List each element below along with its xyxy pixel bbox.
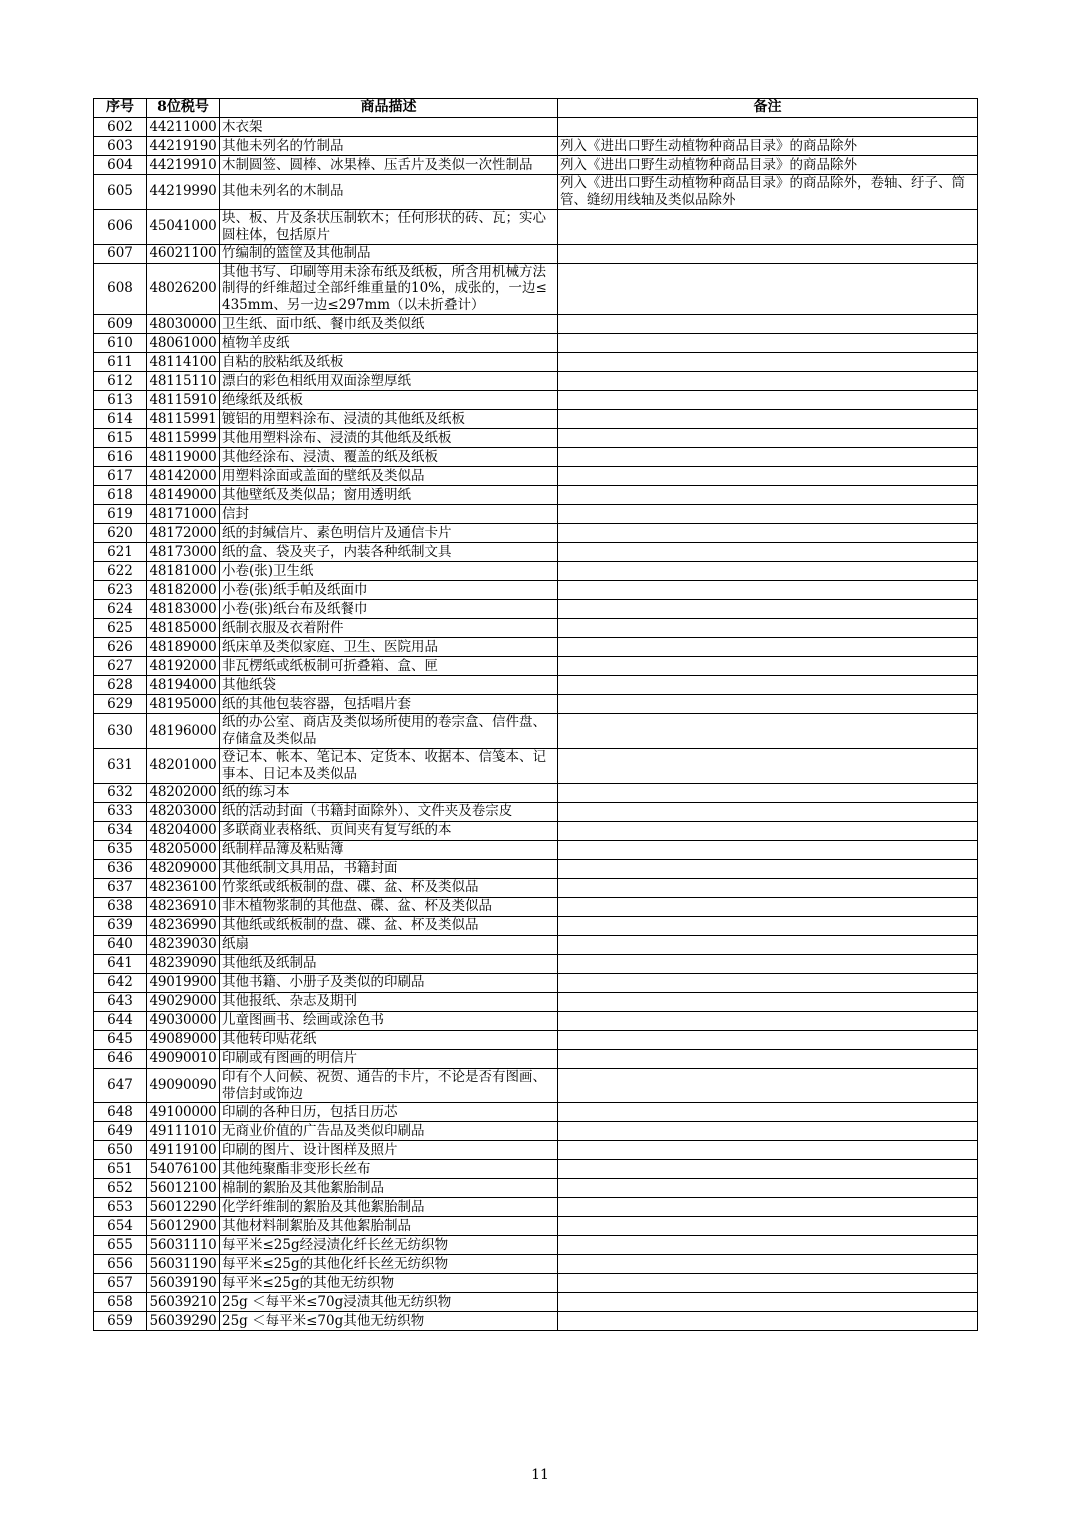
description-cell: 化学纤维制的絮胎及其他絮胎制品 (220, 1198, 558, 1217)
seq-cell: 631 (94, 748, 147, 783)
tax-code-cell: 48115910 (147, 391, 220, 410)
description-cell: 纸床单及类似家庭、卫生、医院用品 (220, 638, 558, 657)
table-row (94, 1141, 978, 1160)
seq-cell: 657 (94, 1274, 147, 1293)
table-row (94, 244, 978, 263)
remarks-cell (558, 916, 978, 935)
tax-code-cell: 48114100 (147, 353, 220, 372)
tax-code-cell: 56012290 (147, 1198, 220, 1217)
description-cell: 其他纸制文具用品，书籍封面 (220, 859, 558, 878)
remarks-cell (558, 543, 978, 562)
table-row (94, 878, 978, 897)
seq-cell: 625 (94, 619, 147, 638)
seq-cell: 602 (94, 118, 147, 137)
seq-cell: 614 (94, 410, 147, 429)
description-cell: 其他纸袋 (220, 676, 558, 695)
description-cell: 纸的盒、袋及夹子，内装各种纸制文具 (220, 543, 558, 562)
remarks-cell (558, 935, 978, 954)
description-cell: 植物羊皮纸 (220, 334, 558, 353)
description-cell: 其他未列名的竹制品 (220, 137, 558, 156)
remarks-cell (558, 840, 978, 859)
seq-cell: 642 (94, 973, 147, 992)
seq-cell: 630 (94, 714, 147, 749)
remarks-cell (558, 1103, 978, 1122)
tax-code-cell: 48201000 (147, 748, 220, 783)
remarks-cell (558, 992, 978, 1011)
remarks-cell (558, 1236, 978, 1255)
seq-cell: 627 (94, 657, 147, 676)
tax-code-cell: 56012900 (147, 1217, 220, 1236)
description-cell: 其他纯聚酯非变形长丝布 (220, 1160, 558, 1179)
tax-code-cell: 49090010 (147, 1049, 220, 1068)
table-row (94, 954, 978, 973)
remarks-cell (558, 1141, 978, 1160)
description-cell: 信封 (220, 505, 558, 524)
tax-code-cell: 49100000 (147, 1103, 220, 1122)
table-row (94, 1068, 978, 1103)
table-row (94, 448, 978, 467)
table-row (94, 859, 978, 878)
tax-code-cell: 54076100 (147, 1160, 220, 1179)
tax-code-cell: 48183000 (147, 600, 220, 619)
seq-cell: 643 (94, 992, 147, 1011)
remarks-cell (558, 372, 978, 391)
description-cell: 每平米≤25g的其他无纺织物 (220, 1274, 558, 1293)
tax-code-cell: 48203000 (147, 802, 220, 821)
table-row (94, 209, 978, 244)
seq-cell: 637 (94, 878, 147, 897)
tax-code-cell: 48026200 (147, 263, 220, 315)
table-row (94, 486, 978, 505)
tax-code-cell: 48194000 (147, 676, 220, 695)
seq-cell: 636 (94, 859, 147, 878)
seq-cell: 632 (94, 783, 147, 802)
table-row (94, 973, 978, 992)
seq-cell: 618 (94, 486, 147, 505)
seq-cell: 652 (94, 1179, 147, 1198)
remarks-cell (558, 524, 978, 543)
remarks-cell (558, 657, 978, 676)
table-row (94, 802, 978, 821)
table-row (94, 1236, 978, 1255)
page-number: 11 (531, 1467, 549, 1483)
description-cell: 纸的其他包装容器，包括唱片套 (220, 695, 558, 714)
tax-code-cell: 48239030 (147, 935, 220, 954)
seq-cell: 654 (94, 1217, 147, 1236)
tax-code-cell: 48196000 (147, 714, 220, 749)
table-row (94, 137, 978, 156)
tax-code-cell: 48115991 (147, 410, 220, 429)
description-cell: 小卷(张)纸台布及纸餐巾 (220, 600, 558, 619)
table-row (94, 175, 978, 210)
tariff-table (93, 98, 978, 1331)
tax-code-cell: 45041000 (147, 209, 220, 244)
remarks-cell (558, 821, 978, 840)
remarks-cell: 列入《进出口野生动植物种商品目录》的商品除外 (558, 137, 978, 156)
tax-code-cell: 44219910 (147, 156, 220, 175)
description-cell: 块、板、片及条状压制软木；任何形状的砖、瓦；实心圆柱体，包括原片 (220, 209, 558, 244)
remarks-cell (558, 581, 978, 600)
table-row (94, 562, 978, 581)
remarks-cell (558, 802, 978, 821)
seq-cell: 649 (94, 1122, 147, 1141)
tax-code-cell: 44219990 (147, 175, 220, 210)
description-cell: 卫生纸、面巾纸、餐巾纸及类似纸 (220, 315, 558, 334)
remarks-cell (558, 619, 978, 638)
tax-code-cell: 56039290 (147, 1312, 220, 1331)
description-cell: 无商业价值的广告品及类似印刷品 (220, 1122, 558, 1141)
description-cell: 小卷(张)纸手帕及纸面巾 (220, 581, 558, 600)
header-tax-code: 8位税号 (147, 99, 220, 118)
description-cell: 纸制衣服及衣着附件 (220, 619, 558, 638)
remarks-cell (558, 448, 978, 467)
description-cell: 其他书籍、小册子及类似的印刷品 (220, 973, 558, 992)
tax-code-cell: 49119100 (147, 1141, 220, 1160)
description-cell: 多联商业表格纸、页间夹有复写纸的本 (220, 821, 558, 840)
tax-code-cell: 48149000 (147, 486, 220, 505)
table-row (94, 334, 978, 353)
description-cell: 每平米≤25g经浸渍化纤长丝无纺织物 (220, 1236, 558, 1255)
seq-cell: 608 (94, 263, 147, 315)
table-row (94, 748, 978, 783)
remarks-cell (558, 1068, 978, 1103)
remarks-cell (558, 1049, 978, 1068)
tax-code-cell: 56031110 (147, 1236, 220, 1255)
remarks-cell (558, 748, 978, 783)
description-cell: 非木植物浆制的其他盘、碟、盆、杯及类似品 (220, 897, 558, 916)
table-row (94, 156, 978, 175)
remarks-cell (558, 1198, 978, 1217)
remarks-cell (558, 1312, 978, 1331)
description-cell: 镀铝的用塑料涂布、浸渍的其他纸及纸板 (220, 410, 558, 429)
table-row (94, 1179, 978, 1198)
description-cell: 登记本、帐本、笔记本、定货本、收据本、信笺本、记事本、日记本及类似品 (220, 748, 558, 783)
table-row (94, 410, 978, 429)
remarks-cell (558, 1160, 978, 1179)
table-row (94, 1030, 978, 1049)
description-cell: 印有个人问候、祝贺、通告的卡片，不论是否有图画、带信封或饰边 (220, 1068, 558, 1103)
description-cell: 其他经涂布、浸渍、覆盖的纸及纸板 (220, 448, 558, 467)
description-cell: 印刷的图片、设计图样及照片 (220, 1141, 558, 1160)
table-row (94, 1312, 978, 1331)
seq-cell: 651 (94, 1160, 147, 1179)
table-row (94, 1103, 978, 1122)
seq-cell: 603 (94, 137, 147, 156)
seq-cell: 624 (94, 600, 147, 619)
tax-code-cell: 48204000 (147, 821, 220, 840)
description-cell: 竹编制的篮筐及其他制品 (220, 244, 558, 263)
remarks-cell (558, 486, 978, 505)
tax-code-cell: 48030000 (147, 315, 220, 334)
seq-cell: 638 (94, 897, 147, 916)
table-row (94, 676, 978, 695)
remarks-cell (558, 714, 978, 749)
seq-cell: 626 (94, 638, 147, 657)
remarks-cell (558, 410, 978, 429)
seq-cell: 653 (94, 1198, 147, 1217)
table-row (94, 524, 978, 543)
remarks-cell (558, 638, 978, 657)
remarks-cell (558, 467, 978, 486)
table-row (94, 619, 978, 638)
header-description: 商品描述 (220, 99, 558, 118)
seq-cell: 612 (94, 372, 147, 391)
tax-code-cell: 49090090 (147, 1068, 220, 1103)
description-cell: 儿童图画书、绘画或涂色书 (220, 1011, 558, 1030)
table-row (94, 1011, 978, 1030)
table-row (94, 695, 978, 714)
remarks-cell (558, 676, 978, 695)
table-row (94, 581, 978, 600)
description-cell: 纸制样品簿及粘贴簿 (220, 840, 558, 859)
seq-cell: 655 (94, 1236, 147, 1255)
table-row (94, 1217, 978, 1236)
seq-cell: 659 (94, 1312, 147, 1331)
table-row (94, 429, 978, 448)
description-cell: 棉制的絮胎及其他絮胎制品 (220, 1179, 558, 1198)
seq-cell: 609 (94, 315, 147, 334)
remarks-cell: 列入《进出口野生动植物种商品目录》的商品除外 (558, 156, 978, 175)
header-remarks: 备注 (558, 99, 978, 118)
remarks-cell (558, 859, 978, 878)
table-row (94, 1255, 978, 1274)
seq-cell: 640 (94, 935, 147, 954)
table-row (94, 467, 978, 486)
remarks-cell (558, 973, 978, 992)
seq-cell: 647 (94, 1068, 147, 1103)
table-row (94, 714, 978, 749)
remarks-cell (558, 600, 978, 619)
description-cell: 25g ＜每平米≤70g其他无纺织物 (220, 1312, 558, 1331)
seq-cell: 622 (94, 562, 147, 581)
seq-cell: 607 (94, 244, 147, 263)
seq-cell: 629 (94, 695, 147, 714)
seq-cell: 634 (94, 821, 147, 840)
tax-code-cell: 48236100 (147, 878, 220, 897)
seq-cell: 641 (94, 954, 147, 973)
tax-code-cell: 48172000 (147, 524, 220, 543)
table-row (94, 315, 978, 334)
remarks-cell (558, 1255, 978, 1274)
description-cell: 其他纸及纸制品 (220, 954, 558, 973)
remarks-cell (558, 954, 978, 973)
description-cell: 印刷的各种日历，包括日历芯 (220, 1103, 558, 1122)
table-row (94, 992, 978, 1011)
description-cell: 其他书写、印刷等用未涂布纸及纸板，所含用机械方法制得的纤维超过全部纤维重量的10%，成张的，一边≤435mm、另一边≤297mm（以未折叠计） (220, 263, 558, 315)
tax-code-cell: 48181000 (147, 562, 220, 581)
seq-cell: 635 (94, 840, 147, 859)
table-row (94, 1274, 978, 1293)
remarks-cell (558, 315, 978, 334)
table-row (94, 263, 978, 315)
seq-cell: 650 (94, 1141, 147, 1160)
seq-cell: 658 (94, 1293, 147, 1312)
description-cell: 其他壁纸及类似品；窗用透明纸 (220, 486, 558, 505)
table-row (94, 935, 978, 954)
description-cell: 25g ＜每平米≤70g浸渍其他无纺织物 (220, 1293, 558, 1312)
remarks-cell (558, 244, 978, 263)
description-cell: 纸的练习本 (220, 783, 558, 802)
table-row (94, 1122, 978, 1141)
remarks-cell (558, 353, 978, 372)
table-header-row (94, 99, 978, 118)
table-row (94, 897, 978, 916)
tax-code-cell: 44219190 (147, 137, 220, 156)
table-row (94, 600, 978, 619)
remarks-cell (558, 118, 978, 137)
table-row (94, 1160, 978, 1179)
table-row (94, 1293, 978, 1312)
remarks-cell (558, 391, 978, 410)
table-row (94, 353, 978, 372)
tax-code-cell: 49030000 (147, 1011, 220, 1030)
description-cell: 绝缘纸及纸板 (220, 391, 558, 410)
table-row (94, 505, 978, 524)
description-cell: 其他纸或纸板制的盘、碟、盆、杯及类似品 (220, 916, 558, 935)
description-cell: 漂白的彩色相纸用双面涂塑厚纸 (220, 372, 558, 391)
tax-code-cell: 48173000 (147, 543, 220, 562)
tax-code-cell: 56039190 (147, 1274, 220, 1293)
table-row (94, 391, 978, 410)
tax-code-cell: 48185000 (147, 619, 220, 638)
table-row (94, 543, 978, 562)
tax-code-cell: 49019900 (147, 973, 220, 992)
tax-code-cell: 49089000 (147, 1030, 220, 1049)
tax-code-cell: 48142000 (147, 467, 220, 486)
description-cell: 竹浆纸或纸板制的盘、碟、盆、杯及类似品 (220, 878, 558, 897)
description-cell: 其他转印贴花纸 (220, 1030, 558, 1049)
seq-cell: 656 (94, 1255, 147, 1274)
tax-code-cell: 46021100 (147, 244, 220, 263)
tax-code-cell: 48115999 (147, 429, 220, 448)
seq-cell: 605 (94, 175, 147, 210)
table-row (94, 783, 978, 802)
remarks-cell: 列入《进出口野生动植物种商品目录》的商品除外，卷轴、纡子、筒管、缝纫用线轴及类似品除外 (558, 175, 978, 210)
seq-cell: 610 (94, 334, 147, 353)
remarks-cell (558, 562, 978, 581)
table-row (94, 916, 978, 935)
remarks-cell (558, 897, 978, 916)
table-row (94, 840, 978, 859)
tax-code-cell: 56012100 (147, 1179, 220, 1198)
remarks-cell (558, 429, 978, 448)
tax-code-cell: 56031190 (147, 1255, 220, 1274)
table-row (94, 1049, 978, 1068)
description-cell: 小卷(张)卫生纸 (220, 562, 558, 581)
seq-cell: 648 (94, 1103, 147, 1122)
remarks-cell (558, 1179, 978, 1198)
tax-code-cell: 49029000 (147, 992, 220, 1011)
seq-cell: 606 (94, 209, 147, 244)
description-cell: 纸的活动封面（书籍封面除外）、文件夹及卷宗皮 (220, 802, 558, 821)
tax-code-cell: 48195000 (147, 695, 220, 714)
remarks-cell (558, 783, 978, 802)
tax-code-cell: 48236990 (147, 916, 220, 935)
seq-cell: 613 (94, 391, 147, 410)
seq-cell: 628 (94, 676, 147, 695)
seq-cell: 620 (94, 524, 147, 543)
remarks-cell (558, 878, 978, 897)
remarks-cell (558, 1011, 978, 1030)
tax-code-cell: 48182000 (147, 581, 220, 600)
tax-code-cell: 44211000 (147, 118, 220, 137)
table-row (94, 372, 978, 391)
table-row (94, 821, 978, 840)
tax-code-cell: 48239090 (147, 954, 220, 973)
tax-code-cell: 48119000 (147, 448, 220, 467)
description-cell: 木衣架 (220, 118, 558, 137)
seq-cell: 639 (94, 916, 147, 935)
seq-cell: 644 (94, 1011, 147, 1030)
remarks-cell (558, 263, 978, 315)
description-cell: 木制圆签、圆棒、冰果棒、压舌片及类似一次性制品 (220, 156, 558, 175)
tax-code-cell: 48209000 (147, 859, 220, 878)
tax-code-cell: 48171000 (147, 505, 220, 524)
tax-code-cell: 56039210 (147, 1293, 220, 1312)
description-cell: 其他用塑料涂布、浸渍的其他纸及纸板 (220, 429, 558, 448)
seq-cell: 604 (94, 156, 147, 175)
seq-cell: 633 (94, 802, 147, 821)
remarks-cell (558, 209, 978, 244)
tax-code-cell: 48189000 (147, 638, 220, 657)
remarks-cell (558, 334, 978, 353)
seq-cell: 645 (94, 1030, 147, 1049)
tax-code-cell: 48236910 (147, 897, 220, 916)
table-row (94, 638, 978, 657)
description-cell: 用塑料涂面或盖面的壁纸及类似品 (220, 467, 558, 486)
seq-cell: 611 (94, 353, 147, 372)
tax-code-cell: 48061000 (147, 334, 220, 353)
seq-cell: 616 (94, 448, 147, 467)
description-cell: 纸的封缄信片、素色明信片及通信卡片 (220, 524, 558, 543)
header-seq: 序号 (94, 99, 147, 118)
remarks-cell (558, 1030, 978, 1049)
description-cell: 自粘的胶粘纸及纸板 (220, 353, 558, 372)
remarks-cell (558, 695, 978, 714)
seq-cell: 619 (94, 505, 147, 524)
table-row (94, 118, 978, 137)
description-cell: 印刷或有图画的明信片 (220, 1049, 558, 1068)
seq-cell: 617 (94, 467, 147, 486)
table-row (94, 657, 978, 676)
description-cell: 其他材料制絮胎及其他絮胎制品 (220, 1217, 558, 1236)
tax-code-cell: 48205000 (147, 840, 220, 859)
seq-cell: 646 (94, 1049, 147, 1068)
description-cell: 纸扇 (220, 935, 558, 954)
tax-code-cell: 49111010 (147, 1122, 220, 1141)
seq-cell: 615 (94, 429, 147, 448)
seq-cell: 623 (94, 581, 147, 600)
remarks-cell (558, 1217, 978, 1236)
remarks-cell (558, 1122, 978, 1141)
description-cell: 纸的办公室、商店及类似场所使用的卷宗盒、信件盘、存储盒及类似品 (220, 714, 558, 749)
remarks-cell (558, 1293, 978, 1312)
remarks-cell (558, 1274, 978, 1293)
tax-code-cell: 48202000 (147, 783, 220, 802)
table-row (94, 1198, 978, 1217)
description-cell: 每平米≤25g的其他化纤长丝无纺织物 (220, 1255, 558, 1274)
tax-code-cell: 48192000 (147, 657, 220, 676)
remarks-cell (558, 505, 978, 524)
description-cell: 其他未列名的木制品 (220, 175, 558, 210)
description-cell: 其他报纸、杂志及期刊 (220, 992, 558, 1011)
seq-cell: 621 (94, 543, 147, 562)
tax-code-cell: 48115110 (147, 372, 220, 391)
description-cell: 非瓦楞纸或纸板制可折叠箱、盒、匣 (220, 657, 558, 676)
